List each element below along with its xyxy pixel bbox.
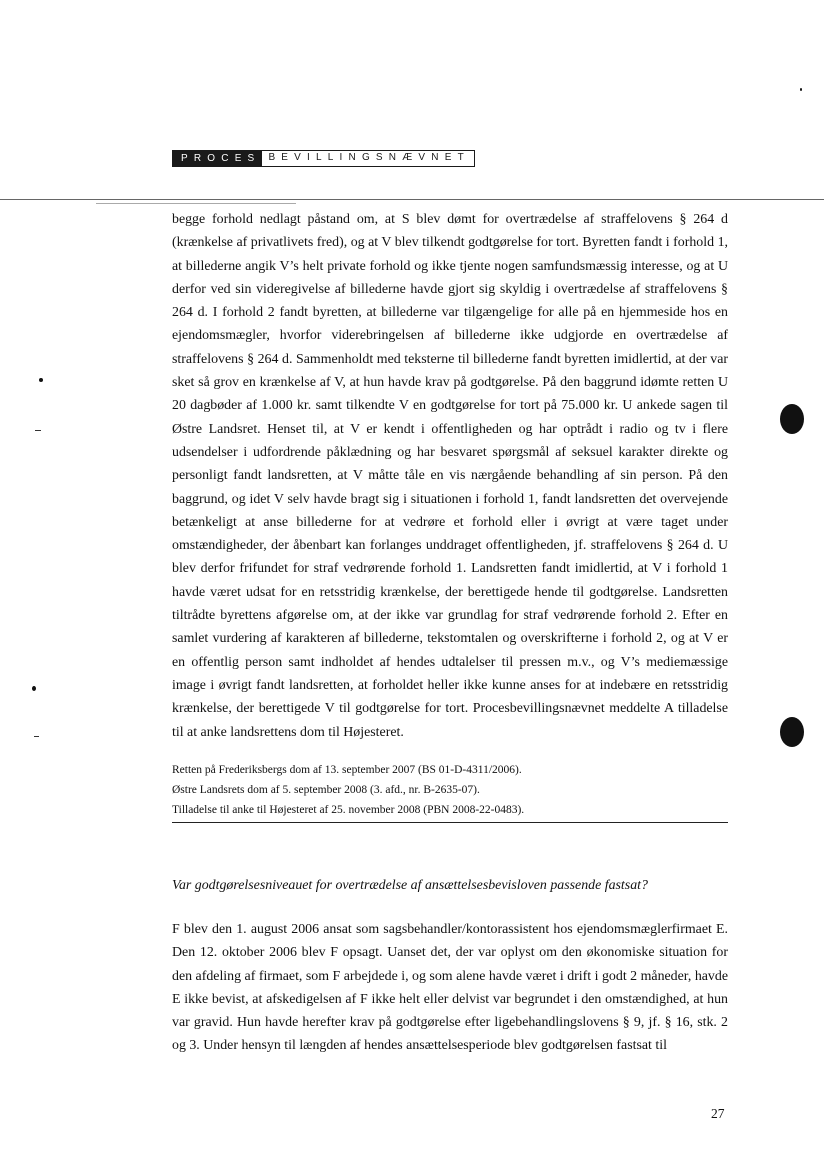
reference-line: Retten på Frederiksbergs dom af 13. september 2007 (BS 01-D-4311/2006). (172, 764, 522, 776)
header-rule-faint (96, 203, 296, 204)
references-rule (172, 822, 728, 823)
body-paragraph-1: begge forhold nedlagt påstand om, at S blev dømt for overtrædelse af straffelovens § 264 d (krænkelse af privatlivets fred), og at V blev tilkendt godtgørelse for tort. Byretten fandt i forhold 1, at billederne angik V’s helt private forhold og ikke tjente nogen samfundsmæssig interesse, og at U derfor ved sin videregivelse af billederne havde gjort sig skyldig i overtrædelse af straffelovens § 264 d. I forhold 2 fandt byretten, at billederne var tilgængelige for alle på en hjemmeside hos en ejendomsmægler, hvorfor viderebringelsen af billederne ikke udgjorde en overtrædelse af straffelovens § 264 d. Sammenholdt med teksterne til billederne fandt byretten imidlertid, at der var sket så grov en krænkelse af V, at hun havde krav på godtgørelse. På den baggrund idømte retten U 20 dagbøder af 1.000 kr. samt tilkendte V en godtgørelse for tort på 75.000 kr. U ankede sagen til Østre Landsret. Henset til, at V er kendt i offentligheden og har optrådt i radio og tv i flere udsendelser i udfordrende påklædning og har besvaret spørgsmål af seksuel karakter direkte og personligt fandt landsretten, at V måtte tåle en vis nærgående behandling af sin person. På den baggrund, og idet V selv havde bragt sig i situationen i forhold 1, fandt landsretten det overvejende betænkeligt at anse billederne for at vedrøre et forhold eller i øvrigt at være taget under omstændigheder, der åbenbart kan forlanges unddraget offentligheden, jf. straffelovens § 264 d. U blev derfor frifundet for straf vedrørende forhold 1. Landsretten fandt imidlertid, at V i forhold 1 havde været udsat for en retsstridig krænkelse, der berettigede hende til godtgørelse. Landsretten tiltrådte byrettens afgørelse om, at der ikke var grundlag for straf vedrørende forhold 2. Efter en samlet vurdering af karakteren af billederne, tekstomtalen og overskrifterne i forhold 2, og at V er en offentlig person samt indholdet af hendes udtalelser til pressen m.v., og V’s mediemæssige image i øvrigt fandt landsretten, at forholdet heller ikke kunne anses for at indebære en retsstridig krænkelse, der berettigede V til godtgørelse for tort. Procesbevillingsnævnet meddelte A tilladelse til at anke landsrettens dom til Højesteret. (172, 212, 728, 740)
punch-hole-mark (780, 717, 804, 747)
section-heading: Var godtgørelsesniveauet for overtrædelse af ansættelsesbevisloven passende fastsat? (172, 878, 648, 893)
punch-hole-mark (780, 404, 804, 434)
margin-speck (32, 686, 36, 691)
page-number: 27 (711, 1106, 725, 1121)
header-rule (0, 199, 824, 200)
margin-dash (35, 430, 41, 431)
body-paragraph-2: F blev den 1. august 2006 ansat som sagsbehandler/kontorassistent hos ejendomsmæglerfirmaet E. Den 12. oktober 2006 blev F opsagt. Uanset det, der var oplyst om den økonomiske situation for den afdeling af firmaet, som F arbejdede i, og som alene havde været i drift i godt 2 måneder, havde E ikke bevist, at afskedigelsen af F ikke helt eller delvist var begrundet i den omstændighed, at hun var gravid. Hun havde herefter krav på godtgørelse efter ligebehandlingslovens § 9, jf. § 16, stk. 2 og 3. Under hensyn til længden af hendes ansættelsesperiode blev godtgørelsen fastsat til (172, 922, 728, 1054)
reference-line: Østre Landsrets dom af 5. september 2008 (3. afd., nr. B-2635-07). (172, 784, 480, 796)
margin-speck (39, 378, 43, 382)
margin-speck (800, 88, 802, 91)
margin-dash (34, 736, 39, 737)
logo-light-part: BEVILLINGSNÆVNET (262, 150, 474, 167)
reference-line: Tilladelse til anke til Højesteret af 25. november 2008 (PBN 2008-22-0483). (172, 804, 525, 816)
case-references (172, 760, 728, 820)
logo-dark-part: PROCES (172, 150, 262, 167)
procesbevillingsnaevnet-logo (172, 150, 475, 167)
